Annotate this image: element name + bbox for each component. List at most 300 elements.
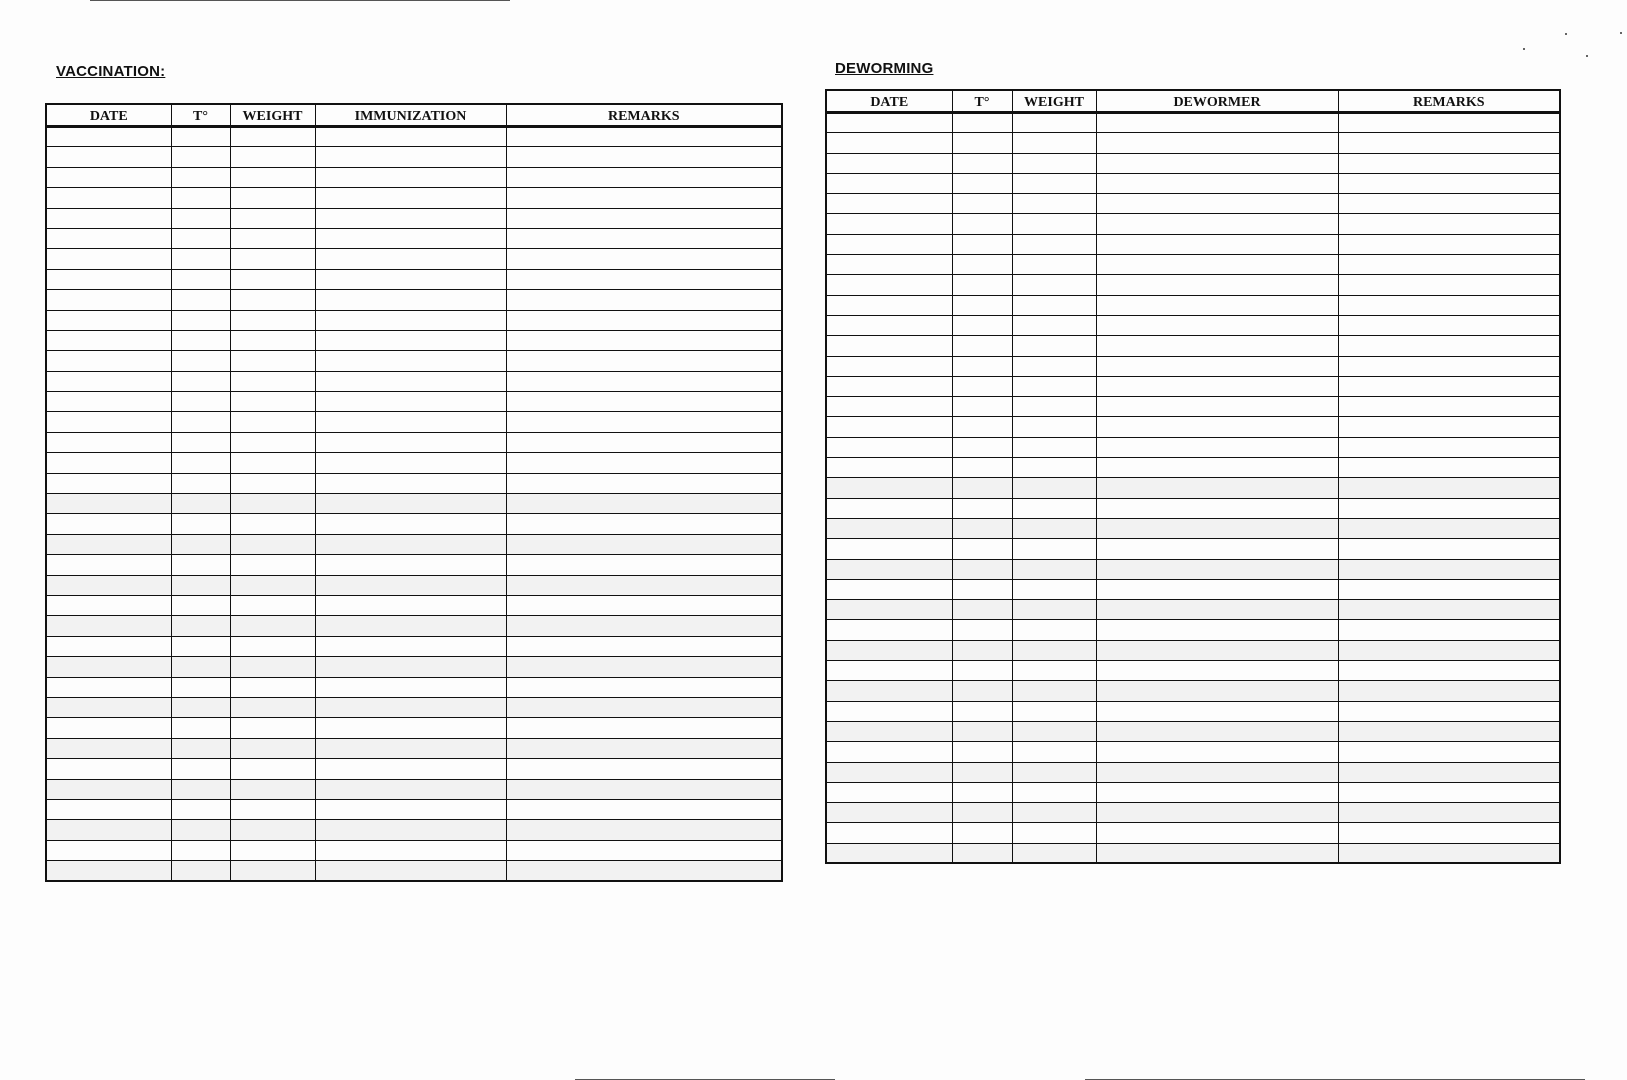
- deworming-cell[interactable]: [826, 356, 952, 376]
- deworming-cell[interactable]: [1096, 194, 1338, 214]
- deworming-cell[interactable]: [826, 640, 952, 660]
- vaccination-cell[interactable]: [171, 657, 230, 677]
- vaccination-cell[interactable]: [230, 290, 315, 310]
- deworming-cell[interactable]: [826, 559, 952, 579]
- vaccination-cell[interactable]: [230, 820, 315, 840]
- deworming-cell[interactable]: [1096, 579, 1338, 599]
- vaccination-cell[interactable]: [506, 534, 782, 554]
- vaccination-row[interactable]: [46, 575, 782, 595]
- vaccination-cell[interactable]: [230, 453, 315, 473]
- deworming-cell[interactable]: [1096, 315, 1338, 335]
- deworming-cell[interactable]: [952, 478, 1012, 498]
- vaccination-cell[interactable]: [506, 453, 782, 473]
- deworming-cell[interactable]: [1012, 417, 1096, 437]
- deworming-cell[interactable]: [952, 843, 1012, 863]
- vaccination-cell[interactable]: [230, 432, 315, 452]
- deworming-cell[interactable]: [952, 295, 1012, 315]
- vaccination-cell[interactable]: [506, 657, 782, 677]
- vaccination-row[interactable]: [46, 249, 782, 269]
- deworming-cell[interactable]: [1096, 661, 1338, 681]
- vaccination-cell[interactable]: [315, 310, 506, 330]
- vaccination-cell[interactable]: [46, 290, 171, 310]
- deworming-cell[interactable]: [952, 234, 1012, 254]
- deworming-cell[interactable]: [1012, 275, 1096, 295]
- deworming-cell[interactable]: [952, 315, 1012, 335]
- vaccination-cell[interactable]: [315, 514, 506, 534]
- deworming-cell[interactable]: [1338, 397, 1560, 417]
- deworming-cell[interactable]: [826, 742, 952, 762]
- vaccination-cell[interactable]: [315, 208, 506, 228]
- vaccination-cell[interactable]: [46, 208, 171, 228]
- deworming-cell[interactable]: [826, 194, 952, 214]
- deworming-cell[interactable]: [826, 518, 952, 538]
- vaccination-row[interactable]: [46, 697, 782, 717]
- vaccination-cell[interactable]: [46, 494, 171, 514]
- vaccination-cell[interactable]: [315, 840, 506, 860]
- deworming-cell[interactable]: [1096, 153, 1338, 173]
- deworming-cell[interactable]: [952, 437, 1012, 457]
- vaccination-cell[interactable]: [506, 494, 782, 514]
- vaccination-cell[interactable]: [46, 861, 171, 881]
- deworming-cell[interactable]: [952, 742, 1012, 762]
- vaccination-cell[interactable]: [230, 249, 315, 269]
- deworming-cell[interactable]: [1338, 376, 1560, 396]
- deworming-cell[interactable]: [1012, 661, 1096, 681]
- deworming-cell[interactable]: [1096, 173, 1338, 193]
- deworming-cell[interactable]: [1338, 559, 1560, 579]
- deworming-cell[interactable]: [1338, 600, 1560, 620]
- vaccination-cell[interactable]: [230, 759, 315, 779]
- vaccination-cell[interactable]: [506, 575, 782, 595]
- vaccination-cell[interactable]: [315, 697, 506, 717]
- deworming-cell[interactable]: [952, 518, 1012, 538]
- deworming-cell[interactable]: [1096, 681, 1338, 701]
- deworming-cell[interactable]: [1338, 661, 1560, 681]
- vaccination-cell[interactable]: [171, 167, 230, 187]
- vaccination-cell[interactable]: [315, 718, 506, 738]
- vaccination-cell[interactable]: [315, 738, 506, 758]
- vaccination-row[interactable]: [46, 636, 782, 656]
- deworming-cell[interactable]: [952, 559, 1012, 579]
- vaccination-cell[interactable]: [171, 412, 230, 432]
- deworming-cell[interactable]: [1096, 417, 1338, 437]
- deworming-cell[interactable]: [1096, 600, 1338, 620]
- vaccination-cell[interactable]: [506, 677, 782, 697]
- deworming-cell[interactable]: [1096, 742, 1338, 762]
- vaccination-cell[interactable]: [315, 473, 506, 493]
- vaccination-row[interactable]: [46, 473, 782, 493]
- deworming-cell[interactable]: [826, 823, 952, 843]
- vaccination-cell[interactable]: [46, 147, 171, 167]
- vaccination-cell[interactable]: [230, 269, 315, 289]
- deworming-cell[interactable]: [826, 661, 952, 681]
- vaccination-cell[interactable]: [171, 616, 230, 636]
- deworming-cell[interactable]: [826, 315, 952, 335]
- vaccination-cell[interactable]: [230, 799, 315, 819]
- deworming-cell[interactable]: [1012, 153, 1096, 173]
- vaccination-row[interactable]: [46, 290, 782, 310]
- vaccination-cell[interactable]: [315, 453, 506, 473]
- vaccination-cell[interactable]: [230, 330, 315, 350]
- deworming-row[interactable]: [826, 275, 1560, 295]
- deworming-cell[interactable]: [826, 417, 952, 437]
- deworming-cell[interactable]: [826, 721, 952, 741]
- vaccination-cell[interactable]: [230, 718, 315, 738]
- vaccination-cell[interactable]: [46, 228, 171, 248]
- deworming-cell[interactable]: [1012, 397, 1096, 417]
- vaccination-cell[interactable]: [46, 738, 171, 758]
- vaccination-cell[interactable]: [230, 473, 315, 493]
- vaccination-cell[interactable]: [315, 575, 506, 595]
- vaccination-cell[interactable]: [315, 555, 506, 575]
- vaccination-row[interactable]: [46, 534, 782, 554]
- vaccination-row[interactable]: [46, 188, 782, 208]
- deworming-cell[interactable]: [1096, 762, 1338, 782]
- deworming-cell[interactable]: [1338, 113, 1560, 133]
- deworming-cell[interactable]: [952, 214, 1012, 234]
- vaccination-cell[interactable]: [230, 595, 315, 615]
- vaccination-cell[interactable]: [230, 861, 315, 881]
- vaccination-cell[interactable]: [506, 697, 782, 717]
- vaccination-cell[interactable]: [171, 861, 230, 881]
- deworming-cell[interactable]: [1338, 843, 1560, 863]
- deworming-cell[interactable]: [826, 579, 952, 599]
- deworming-row[interactable]: [826, 721, 1560, 741]
- deworming-cell[interactable]: [1012, 600, 1096, 620]
- deworming-cell[interactable]: [1096, 701, 1338, 721]
- deworming-cell[interactable]: [1012, 133, 1096, 153]
- deworming-cell[interactable]: [952, 113, 1012, 133]
- vaccination-cell[interactable]: [315, 861, 506, 881]
- deworming-cell[interactable]: [1012, 803, 1096, 823]
- deworming-cell[interactable]: [1338, 681, 1560, 701]
- deworming-cell[interactable]: [1096, 133, 1338, 153]
- vaccination-cell[interactable]: [46, 779, 171, 799]
- vaccination-cell[interactable]: [506, 718, 782, 738]
- vaccination-cell[interactable]: [506, 127, 782, 147]
- vaccination-cell[interactable]: [171, 779, 230, 799]
- vaccination-cell[interactable]: [171, 208, 230, 228]
- vaccination-cell[interactable]: [46, 840, 171, 860]
- vaccination-cell[interactable]: [315, 677, 506, 697]
- deworming-cell[interactable]: [1338, 295, 1560, 315]
- vaccination-cell[interactable]: [46, 616, 171, 636]
- vaccination-row[interactable]: [46, 412, 782, 432]
- deworming-cell[interactable]: [1338, 275, 1560, 295]
- vaccination-cell[interactable]: [171, 127, 230, 147]
- vaccination-cell[interactable]: [46, 534, 171, 554]
- deworming-cell[interactable]: [952, 782, 1012, 802]
- vaccination-cell[interactable]: [315, 432, 506, 452]
- vaccination-row[interactable]: [46, 494, 782, 514]
- vaccination-cell[interactable]: [46, 269, 171, 289]
- deworming-cell[interactable]: [826, 539, 952, 559]
- vaccination-cell[interactable]: [171, 249, 230, 269]
- deworming-cell[interactable]: [1338, 478, 1560, 498]
- deworming-cell[interactable]: [826, 437, 952, 457]
- vaccination-row[interactable]: [46, 127, 782, 147]
- deworming-cell[interactable]: [1338, 579, 1560, 599]
- vaccination-cell[interactable]: [315, 351, 506, 371]
- vaccination-cell[interactable]: [506, 290, 782, 310]
- deworming-cell[interactable]: [1012, 173, 1096, 193]
- vaccination-cell[interactable]: [171, 595, 230, 615]
- vaccination-cell[interactable]: [315, 269, 506, 289]
- vaccination-cell[interactable]: [171, 820, 230, 840]
- vaccination-row[interactable]: [46, 657, 782, 677]
- vaccination-cell[interactable]: [46, 636, 171, 656]
- deworming-cell[interactable]: [1012, 742, 1096, 762]
- deworming-cell[interactable]: [952, 397, 1012, 417]
- vaccination-cell[interactable]: [171, 147, 230, 167]
- vaccination-cell[interactable]: [506, 330, 782, 350]
- vaccination-cell[interactable]: [506, 310, 782, 330]
- vaccination-row[interactable]: [46, 208, 782, 228]
- vaccination-cell[interactable]: [506, 351, 782, 371]
- vaccination-cell[interactable]: [315, 534, 506, 554]
- deworming-cell[interactable]: [952, 498, 1012, 518]
- deworming-cell[interactable]: [1338, 194, 1560, 214]
- deworming-cell[interactable]: [1012, 315, 1096, 335]
- deworming-row[interactable]: [826, 234, 1560, 254]
- deworming-cell[interactable]: [952, 458, 1012, 478]
- deworming-cell[interactable]: [826, 762, 952, 782]
- vaccination-cell[interactable]: [171, 636, 230, 656]
- vaccination-cell[interactable]: [46, 820, 171, 840]
- deworming-cell[interactable]: [952, 701, 1012, 721]
- vaccination-cell[interactable]: [506, 555, 782, 575]
- deworming-cell[interactable]: [952, 681, 1012, 701]
- vaccination-cell[interactable]: [506, 636, 782, 656]
- vaccination-cell[interactable]: [46, 167, 171, 187]
- deworming-cell[interactable]: [952, 194, 1012, 214]
- deworming-row[interactable]: [826, 559, 1560, 579]
- vaccination-cell[interactable]: [46, 188, 171, 208]
- deworming-cell[interactable]: [1012, 194, 1096, 214]
- vaccination-cell[interactable]: [315, 127, 506, 147]
- vaccination-cell[interactable]: [171, 453, 230, 473]
- deworming-cell[interactable]: [1338, 498, 1560, 518]
- vaccination-cell[interactable]: [506, 208, 782, 228]
- vaccination-cell[interactable]: [171, 738, 230, 758]
- vaccination-cell[interactable]: [46, 657, 171, 677]
- vaccination-cell[interactable]: [315, 759, 506, 779]
- vaccination-cell[interactable]: [315, 371, 506, 391]
- deworming-cell[interactable]: [826, 397, 952, 417]
- deworming-row[interactable]: [826, 133, 1560, 153]
- vaccination-cell[interactable]: [230, 167, 315, 187]
- deworming-cell[interactable]: [1338, 823, 1560, 843]
- deworming-cell[interactable]: [1096, 823, 1338, 843]
- vaccination-row[interactable]: [46, 759, 782, 779]
- deworming-cell[interactable]: [1012, 539, 1096, 559]
- deworming-row[interactable]: [826, 782, 1560, 802]
- vaccination-row[interactable]: [46, 147, 782, 167]
- vaccination-row[interactable]: [46, 514, 782, 534]
- deworming-cell[interactable]: [1096, 640, 1338, 660]
- deworming-cell[interactable]: [1338, 640, 1560, 660]
- vaccination-row[interactable]: [46, 269, 782, 289]
- deworming-cell[interactable]: [952, 620, 1012, 640]
- deworming-row[interactable]: [826, 356, 1560, 376]
- deworming-cell[interactable]: [826, 214, 952, 234]
- deworming-cell[interactable]: [1338, 173, 1560, 193]
- deworming-cell[interactable]: [826, 376, 952, 396]
- vaccination-cell[interactable]: [506, 799, 782, 819]
- deworming-cell[interactable]: [1012, 681, 1096, 701]
- vaccination-row[interactable]: [46, 310, 782, 330]
- deworming-row[interactable]: [826, 255, 1560, 275]
- deworming-cell[interactable]: [1096, 356, 1338, 376]
- vaccination-cell[interactable]: [46, 595, 171, 615]
- deworming-cell[interactable]: [1096, 478, 1338, 498]
- vaccination-cell[interactable]: [315, 636, 506, 656]
- vaccination-cell[interactable]: [315, 494, 506, 514]
- vaccination-cell[interactable]: [230, 188, 315, 208]
- deworming-cell[interactable]: [1338, 458, 1560, 478]
- deworming-cell[interactable]: [1338, 437, 1560, 457]
- vaccination-cell[interactable]: [230, 636, 315, 656]
- deworming-row[interactable]: [826, 315, 1560, 335]
- deworming-cell[interactable]: [952, 823, 1012, 843]
- vaccination-row[interactable]: [46, 779, 782, 799]
- vaccination-cell[interactable]: [506, 473, 782, 493]
- deworming-cell[interactable]: [952, 579, 1012, 599]
- vaccination-cell[interactable]: [506, 167, 782, 187]
- vaccination-cell[interactable]: [230, 494, 315, 514]
- deworming-cell[interactable]: [952, 336, 1012, 356]
- vaccination-cell[interactable]: [230, 351, 315, 371]
- vaccination-cell[interactable]: [506, 249, 782, 269]
- vaccination-cell[interactable]: [171, 290, 230, 310]
- vaccination-cell[interactable]: [315, 779, 506, 799]
- deworming-row[interactable]: [826, 376, 1560, 396]
- deworming-cell[interactable]: [952, 133, 1012, 153]
- vaccination-cell[interactable]: [46, 310, 171, 330]
- vaccination-cell[interactable]: [506, 840, 782, 860]
- deworming-cell[interactable]: [826, 600, 952, 620]
- deworming-row[interactable]: [826, 843, 1560, 863]
- deworming-cell[interactable]: [826, 153, 952, 173]
- vaccination-cell[interactable]: [230, 127, 315, 147]
- vaccination-cell[interactable]: [171, 432, 230, 452]
- deworming-cell[interactable]: [952, 153, 1012, 173]
- deworming-row[interactable]: [826, 295, 1560, 315]
- deworming-cell[interactable]: [826, 295, 952, 315]
- deworming-row[interactable]: [826, 397, 1560, 417]
- vaccination-cell[interactable]: [46, 371, 171, 391]
- vaccination-cell[interactable]: [171, 697, 230, 717]
- deworming-cell[interactable]: [1338, 782, 1560, 802]
- vaccination-row[interactable]: [46, 861, 782, 881]
- vaccination-cell[interactable]: [46, 555, 171, 575]
- vaccination-cell[interactable]: [315, 799, 506, 819]
- vaccination-row[interactable]: [46, 718, 782, 738]
- vaccination-cell[interactable]: [171, 269, 230, 289]
- deworming-cell[interactable]: [1096, 721, 1338, 741]
- vaccination-cell[interactable]: [315, 412, 506, 432]
- deworming-row[interactable]: [826, 539, 1560, 559]
- vaccination-cell[interactable]: [171, 759, 230, 779]
- vaccination-cell[interactable]: [230, 575, 315, 595]
- deworming-cell[interactable]: [826, 478, 952, 498]
- deworming-cell[interactable]: [1338, 721, 1560, 741]
- deworming-cell[interactable]: [1012, 843, 1096, 863]
- deworming-cell[interactable]: [1012, 437, 1096, 457]
- vaccination-cell[interactable]: [46, 697, 171, 717]
- vaccination-cell[interactable]: [46, 392, 171, 412]
- vaccination-cell[interactable]: [506, 779, 782, 799]
- vaccination-cell[interactable]: [506, 861, 782, 881]
- vaccination-cell[interactable]: [315, 249, 506, 269]
- deworming-cell[interactable]: [1012, 701, 1096, 721]
- vaccination-row[interactable]: [46, 432, 782, 452]
- vaccination-row[interactable]: [46, 167, 782, 187]
- vaccination-cell[interactable]: [230, 412, 315, 432]
- vaccination-cell[interactable]: [506, 595, 782, 615]
- vaccination-cell[interactable]: [230, 738, 315, 758]
- vaccination-cell[interactable]: [506, 738, 782, 758]
- deworming-row[interactable]: [826, 600, 1560, 620]
- vaccination-cell[interactable]: [171, 351, 230, 371]
- deworming-row[interactable]: [826, 214, 1560, 234]
- deworming-cell[interactable]: [952, 356, 1012, 376]
- deworming-cell[interactable]: [952, 255, 1012, 275]
- deworming-cell[interactable]: [826, 498, 952, 518]
- deworming-cell[interactable]: [1012, 356, 1096, 376]
- vaccination-row[interactable]: [46, 840, 782, 860]
- vaccination-cell[interactable]: [315, 188, 506, 208]
- vaccination-cell[interactable]: [230, 534, 315, 554]
- deworming-cell[interactable]: [1338, 356, 1560, 376]
- deworming-cell[interactable]: [1338, 153, 1560, 173]
- deworming-cell[interactable]: [952, 721, 1012, 741]
- vaccination-row[interactable]: [46, 820, 782, 840]
- vaccination-cell[interactable]: [46, 514, 171, 534]
- deworming-cell[interactable]: [952, 539, 1012, 559]
- vaccination-cell[interactable]: [171, 371, 230, 391]
- deworming-row[interactable]: [826, 498, 1560, 518]
- vaccination-cell[interactable]: [230, 228, 315, 248]
- deworming-cell[interactable]: [1012, 376, 1096, 396]
- vaccination-cell[interactable]: [171, 718, 230, 738]
- vaccination-cell[interactable]: [171, 799, 230, 819]
- deworming-cell[interactable]: [1012, 255, 1096, 275]
- deworming-cell[interactable]: [1012, 559, 1096, 579]
- deworming-row[interactable]: [826, 153, 1560, 173]
- deworming-cell[interactable]: [1012, 336, 1096, 356]
- deworming-row[interactable]: [826, 113, 1560, 133]
- vaccination-cell[interactable]: [46, 718, 171, 738]
- vaccination-cell[interactable]: [46, 330, 171, 350]
- vaccination-cell[interactable]: [506, 514, 782, 534]
- deworming-cell[interactable]: [1338, 539, 1560, 559]
- vaccination-cell[interactable]: [506, 820, 782, 840]
- vaccination-cell[interactable]: [46, 412, 171, 432]
- vaccination-cell[interactable]: [46, 759, 171, 779]
- deworming-cell[interactable]: [1096, 255, 1338, 275]
- vaccination-cell[interactable]: [46, 453, 171, 473]
- vaccination-row[interactable]: [46, 228, 782, 248]
- vaccination-cell[interactable]: [171, 534, 230, 554]
- deworming-cell[interactable]: [1096, 498, 1338, 518]
- vaccination-cell[interactable]: [506, 616, 782, 636]
- vaccination-cell[interactable]: [230, 514, 315, 534]
- deworming-cell[interactable]: [1012, 498, 1096, 518]
- vaccination-row[interactable]: [46, 453, 782, 473]
- vaccination-cell[interactable]: [46, 249, 171, 269]
- deworming-cell[interactable]: [826, 803, 952, 823]
